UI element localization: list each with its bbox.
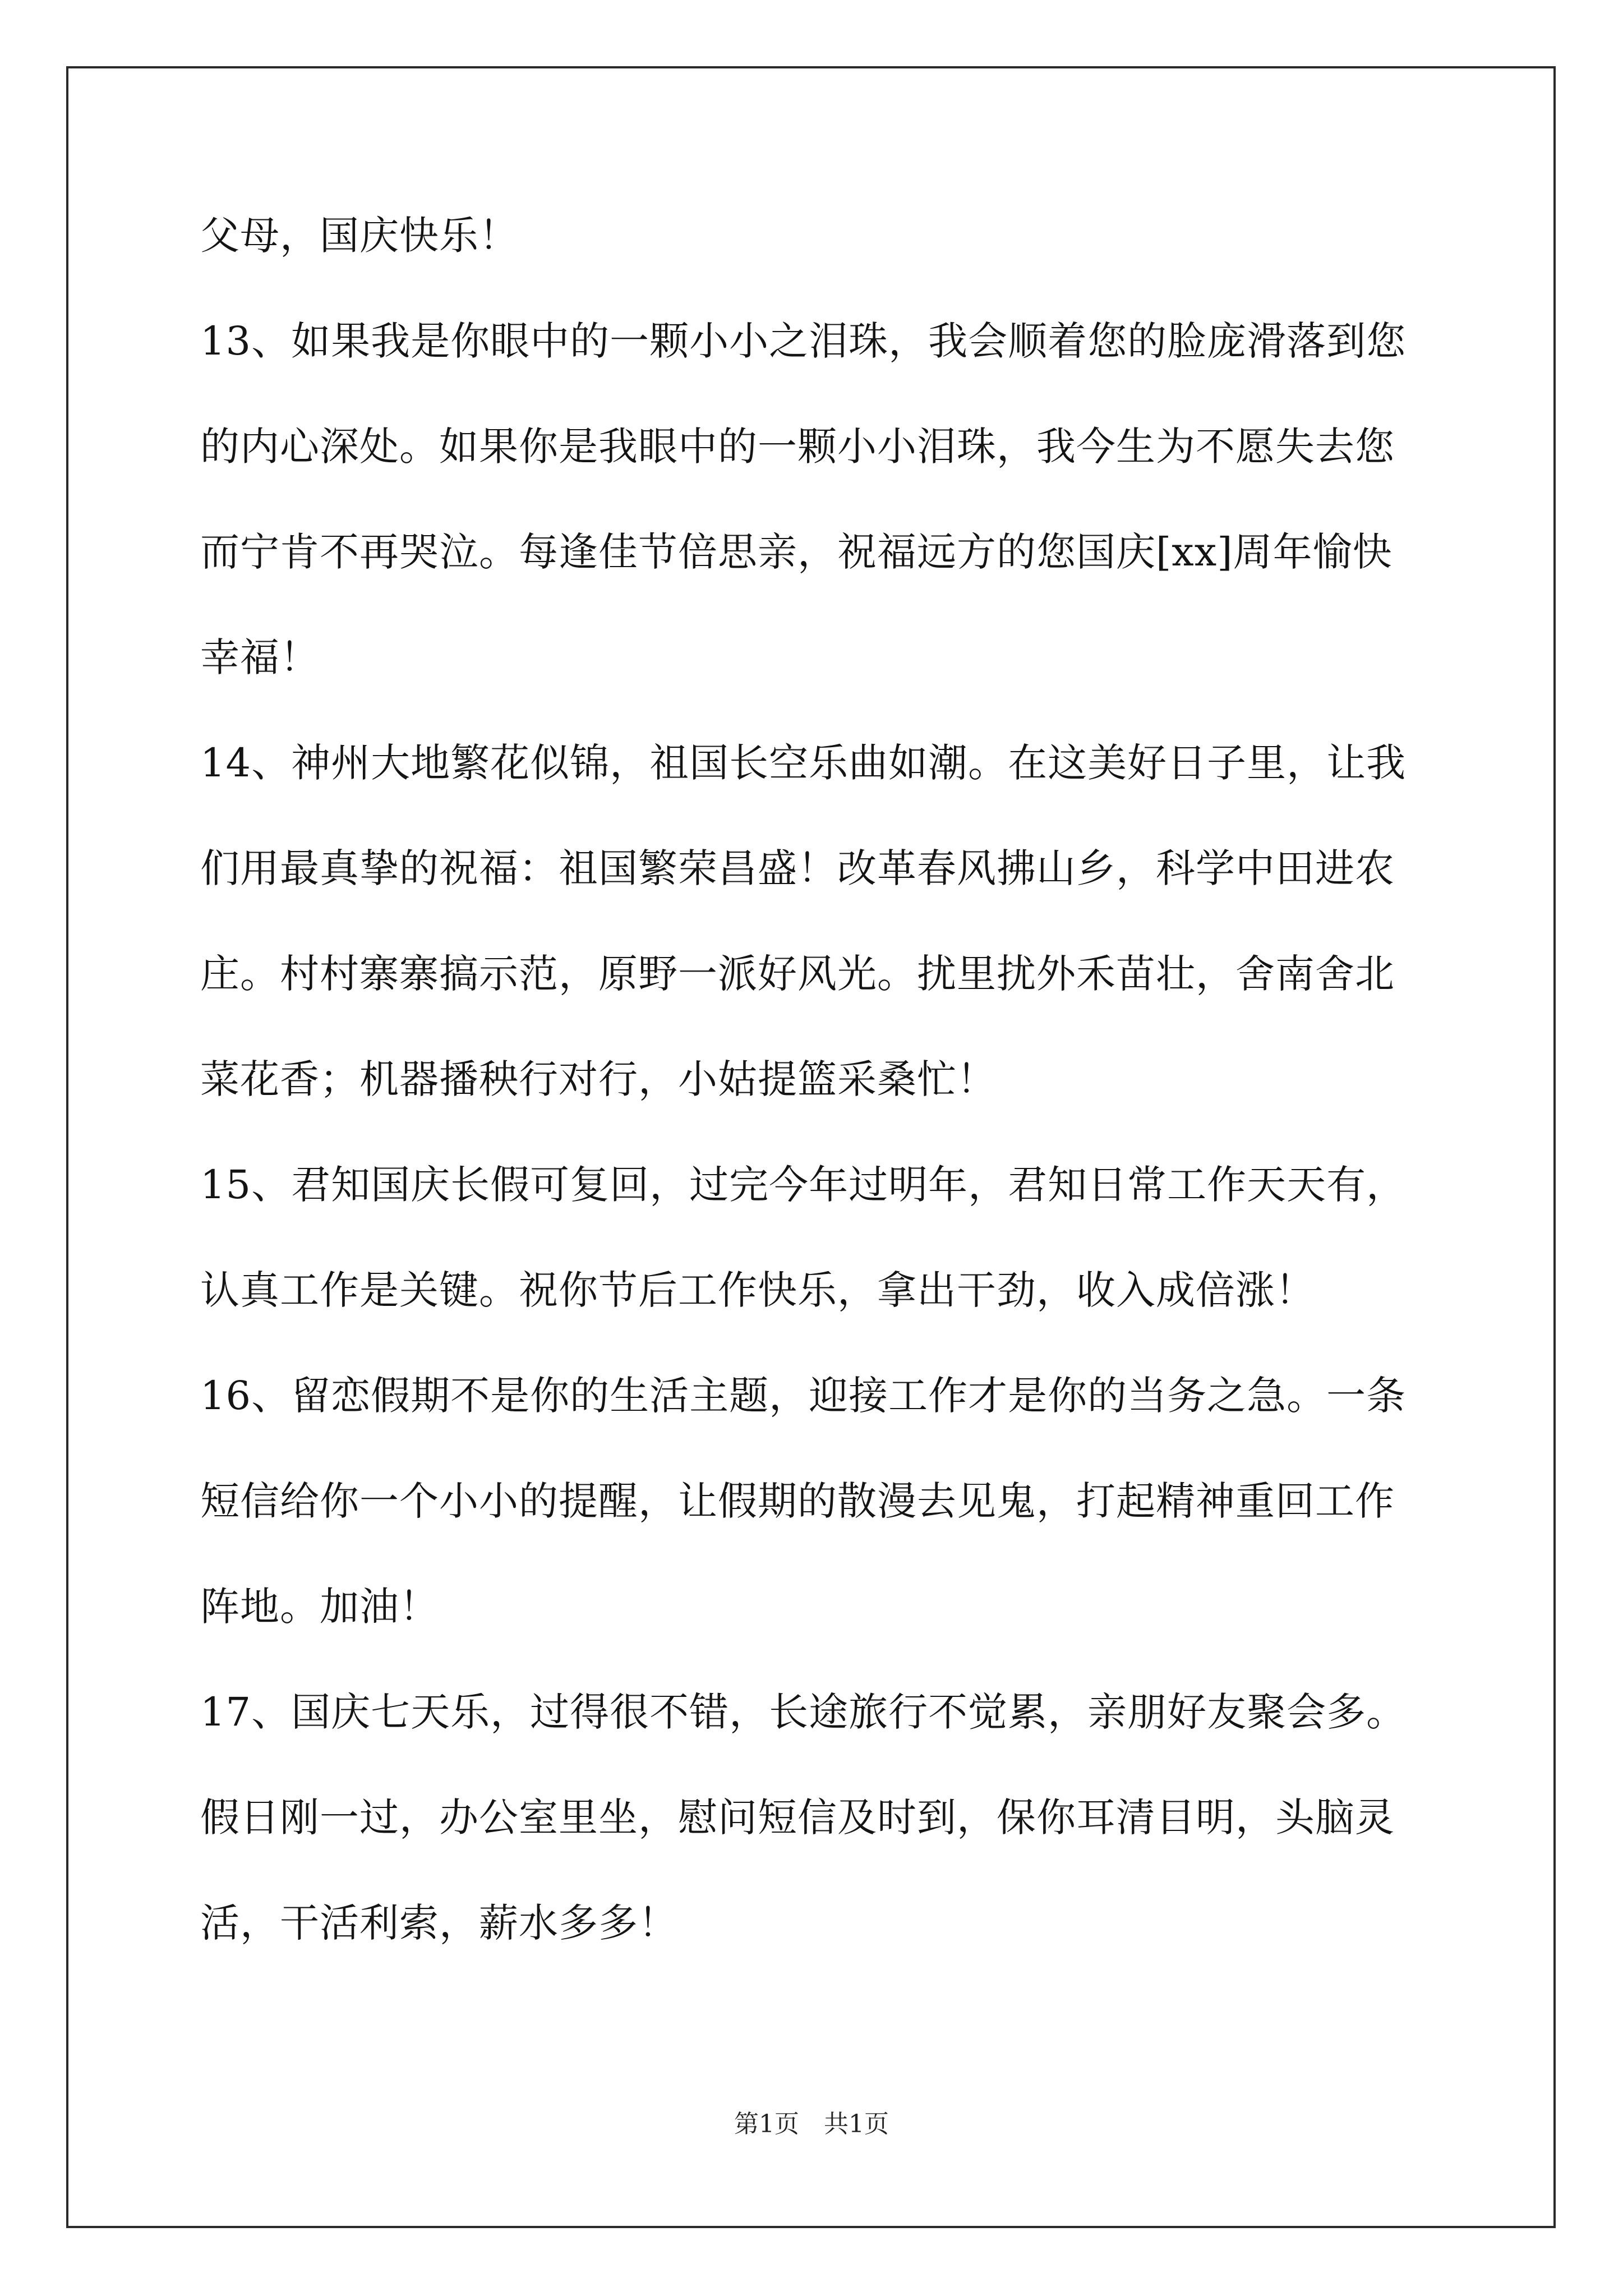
document-body [200,213,1428,2009]
text-line: 17、国庆七天乐，过得很不错，长途旅行不觉累，亲朋好友聚会多。 [200,1689,1407,1735]
text-line: 的内心深处。如果你是我眼中的一颗小小泪珠，我今生为不愿失去您 [200,424,1395,470]
text-line: 阵地。加油！ [200,1584,439,1630]
text-line: 幸福！ [200,634,320,680]
page-footer: 第1页 共1页 [734,2110,889,2138]
text-line: 16、留恋假期不是你的生活主题，迎接工作才是你的当务之急。一条 [200,1373,1407,1419]
text-line: 庄。村村寨寨搞示范，原野一派好风光。扰里扰外禾苗壮，舍南舍北 [200,951,1395,997]
text-line: 短信给你一个小小的提醒，让假期的散漫去见鬼，打起精神重回工作 [200,1478,1395,1524]
text-line: 15、君知国庆长假可复回，过完今年过明年，君知日常工作天天有， [200,1162,1407,1208]
text-line: 们用最真挚的祝福：祖国繁荣昌盛！改革春风拂山乡，科学中田进农 [200,845,1395,891]
text-line: 父母，国庆快乐！ [200,213,519,259]
text-line: 而宁肯不再哭泣。每逢佳节倍思亲，祝福远方的您国庆[xx]周年愉快 [200,529,1393,575]
text-line: 假日刚一过，办公室里坐，慰问短信及时到，保你耳清目明，头脑灵 [200,1795,1395,1841]
text-line: 14、神州大地繁花似锦，祖国长空乐曲如潮。在这美好日子里，让我 [200,740,1407,786]
text-line: 认真工作是关键。祝你节后工作快乐，拿出干劲，收入成倍涨！ [200,1267,1315,1313]
text-line: 活，干活利索，薪水多多！ [200,1900,678,1946]
text-line: 菜花香；机器播秧行对行，小姑提篮采桑忙！ [200,1056,997,1102]
text-line: 13、如果我是你眼中的一颗小小之泪珠，我会顺着您的脸庞滑落到您 [200,318,1407,364]
